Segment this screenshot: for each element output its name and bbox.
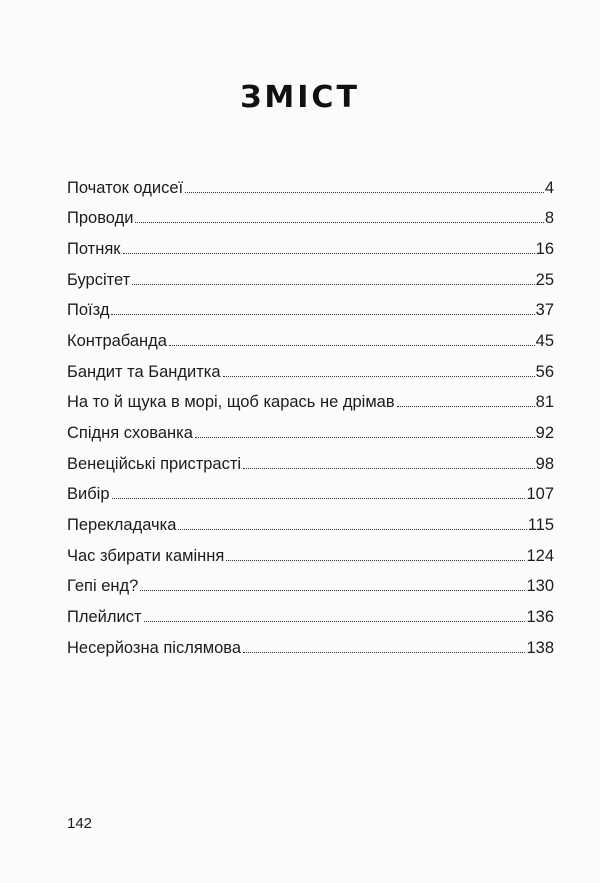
dot-leader [123, 253, 535, 254]
toc-entry-title: Потняк [67, 239, 121, 258]
dot-leader [140, 590, 525, 591]
toc-entry-page: 45 [535, 331, 554, 350]
toc-entry [67, 566, 554, 597]
toc-entry-title: Час збирати каміння [67, 546, 225, 565]
toc-entry [67, 443, 554, 474]
toc-entry-page: 92 [535, 423, 554, 442]
toc-entry-title: Венеційські пристрасті [67, 454, 242, 473]
toc-entry-page: 138 [526, 638, 554, 657]
toc-entry-title: Поїзд [67, 301, 110, 320]
toc-entry-page: 124 [526, 546, 554, 565]
toc-entry [67, 596, 554, 627]
toc-entry-page: 115 [527, 515, 554, 534]
dot-leader [243, 468, 535, 469]
toc-entry-title: На то й щука в морі, щоб карась не дрімав [67, 393, 395, 412]
toc-entry-page: 16 [535, 239, 554, 258]
toc-entry [67, 412, 554, 443]
dot-leader [397, 406, 535, 407]
toc-entry [67, 351, 554, 382]
page-title: ЗМІСТ [240, 80, 360, 115]
toc-entry-page: 81 [535, 393, 554, 412]
toc-entry-page: 4 [544, 178, 554, 197]
toc-entry [67, 474, 554, 505]
dot-leader [185, 192, 544, 193]
toc-entry-page: 107 [526, 485, 554, 504]
page-number: 142 [67, 815, 93, 832]
dot-leader [178, 529, 526, 530]
toc-entry-page: 98 [535, 454, 554, 473]
toc-entry-title: Контрабанда [67, 331, 167, 350]
toc-entry [67, 228, 554, 259]
toc-entry-title: Бурсітет [67, 270, 131, 289]
toc-entry [67, 627, 554, 658]
toc-entry-title: Початок одисеї [67, 178, 184, 197]
toc-entry [67, 320, 554, 351]
toc-entry-page: 25 [535, 270, 554, 289]
dot-leader [169, 345, 535, 346]
dot-leader [132, 284, 534, 285]
toc-entry [67, 382, 554, 413]
dot-leader [111, 314, 534, 315]
toc-entry-title: Плейлист [67, 607, 142, 626]
dot-leader [223, 376, 535, 377]
table-of-contents [67, 167, 554, 658]
toc-entry-title: Несерйозна післямова [67, 638, 242, 657]
toc-entry [67, 167, 554, 198]
toc-entry-title: Проводи [67, 209, 134, 228]
dot-leader [195, 437, 535, 438]
toc-entry-title: Гепі енд? [67, 577, 139, 596]
dot-leader [144, 621, 526, 622]
toc-entry [67, 504, 554, 535]
toc-entry-title: Вибір [67, 485, 110, 504]
toc-entry [67, 198, 554, 229]
toc-entry [67, 535, 554, 566]
toc-entry-page: 136 [526, 607, 554, 626]
dot-leader [226, 560, 525, 561]
toc-entry-title: Перекладачка [67, 515, 177, 534]
toc-entry-page: 130 [526, 577, 554, 596]
dot-leader [135, 222, 543, 223]
toc-entry [67, 290, 554, 321]
toc-entry-title: Спідня схованка [67, 423, 193, 442]
toc-entry-title: Бандит та Бандитка [67, 362, 221, 381]
dot-leader [112, 498, 526, 499]
toc-entry [67, 259, 554, 290]
toc-entry-page: 56 [535, 362, 554, 381]
dot-leader [243, 652, 525, 653]
toc-entry-page: 8 [544, 209, 554, 228]
toc-entry-page: 37 [535, 301, 554, 320]
